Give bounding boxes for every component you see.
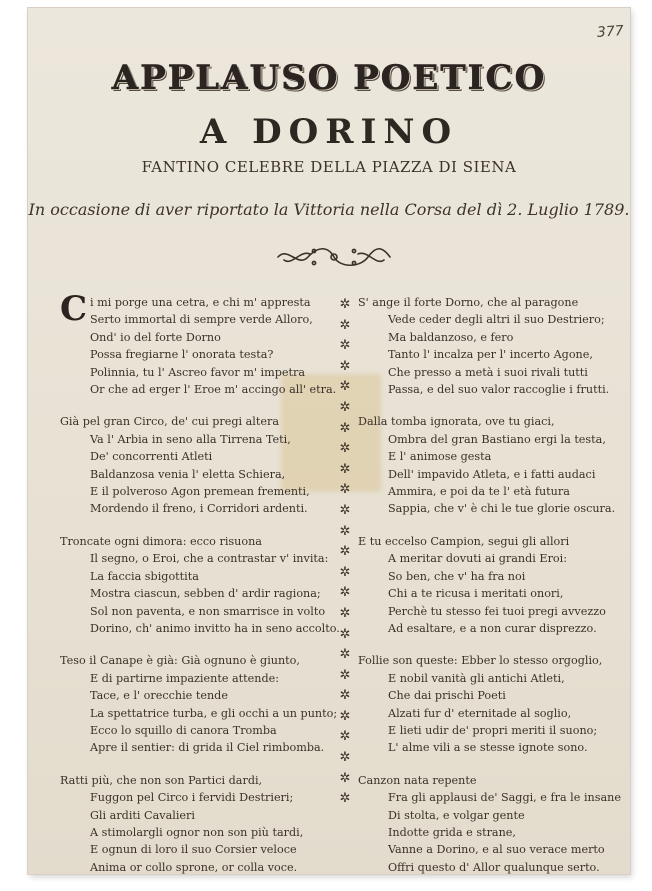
stanza <box>60 289 337 398</box>
divider-star-icon: ✲ <box>339 770 351 786</box>
verse-line: Fra gli applausi de' Saggi, e fra le insane <box>388 791 621 805</box>
stanza <box>60 413 328 517</box>
verse-line: Sol non paventa, e non smarrisce in volto <box>90 604 326 618</box>
divider-star-icon: ✲ <box>339 441 351 457</box>
verse-line: Ammira, e poi da te l' età futura <box>388 485 570 499</box>
divider-star-icon: ✲ <box>339 544 351 560</box>
verse-line: E tu eccelso Campion, segui gli allori <box>358 534 570 548</box>
verse-line: Apre il sentier: di grida il Ciel rimbomba. <box>90 741 325 755</box>
verse-line: Fuggon pel Circo i fervidi Destrieri; <box>90 791 294 805</box>
divider-star-icon: ✲ <box>339 523 351 539</box>
left-column <box>60 289 340 891</box>
verse-line: L' alme vili a se stesse ignote sono. <box>388 741 588 755</box>
verse-line: Di stolta, e volgar gente <box>388 808 525 822</box>
divider-star-icon: ✲ <box>339 750 351 766</box>
verse-line: A stimolargli ognor non son più tardi, <box>90 825 304 839</box>
stanza <box>358 413 616 517</box>
verse-line: Ond' io del forte Dorno <box>90 330 221 344</box>
verse-line: Follie son queste: Ebber lo stesso orgoglio, <box>358 654 603 668</box>
document-sheet <box>28 8 630 874</box>
title-applauso: APPLAUSO POETICO <box>111 58 547 98</box>
divider-star-icon: ✲ <box>339 297 351 312</box>
verse-line: Ratti più, che non son Partici dardi, <box>60 773 263 787</box>
verse-line: Vede ceder degli altri il suo Destriero; <box>388 313 605 327</box>
verse-line: De' concorrenti Atleti <box>90 450 213 464</box>
verse-line: E ognun di loro il suo Corsier veloce <box>90 843 297 857</box>
verse-line: Mostra ciascun, sebben d' ardir ragiona; <box>90 587 321 601</box>
verse-line: Or che ad erger l' Eroe m' accingo all' etra. <box>90 383 337 397</box>
verse-line: Possa fregiarne l' onorata testa? <box>90 348 274 362</box>
verse-line: Ecco lo squillo di canora Tromba <box>90 723 277 737</box>
stanza <box>358 533 608 637</box>
divider-star-icon: ✲ <box>339 502 351 518</box>
verse-line: Dell' impavido Atleta, e i fatti audaci <box>388 467 596 481</box>
verse-line: Chi a te ricusa i meritati onori, <box>388 587 564 601</box>
verse-line: Sappia, che v' è chi le tue glorie oscura. <box>388 502 616 516</box>
subtitle: FANTINO CELEBRE DELLA PIAZZA DI SIENA <box>141 158 517 176</box>
divider-star-icon: ✲ <box>339 564 351 580</box>
verse-line: Tace, e l' orecchie tende <box>90 689 228 703</box>
column-divider <box>338 295 352 810</box>
drop-cap: C <box>60 289 88 329</box>
divider-star-icon: ✲ <box>339 667 351 683</box>
verse-line: Gli arditi Cavalieri <box>90 808 195 822</box>
verse-line: Indotte grida e strane, <box>388 825 516 839</box>
folio-number: 377 <box>596 23 625 41</box>
verse-line: Il segno, o Eroi, che a contrastar v' invita: <box>90 552 329 566</box>
verse-line: E lieti udir de' propri meriti il suono; <box>388 723 598 737</box>
verse-line: Passa, e del suo valor raccoglie i frutti. <box>388 383 610 397</box>
verse-line: La faccia sbigottita <box>90 569 199 583</box>
divider-star-icon: ✲ <box>339 358 351 374</box>
verse-line: So ben, che v' ha fra noi <box>388 569 526 583</box>
divider-star-icon: ✲ <box>339 729 351 745</box>
verse-line: E nobil vanità gli antichi Atleti, <box>388 671 565 685</box>
verse-line: Ma baldanzoso, e fero <box>388 330 514 344</box>
verse-line: A meritar dovuti ai grandi Eroi: <box>388 552 567 566</box>
divider-star-icon: ✲ <box>339 338 351 354</box>
divider-star-icon: ✲ <box>339 482 351 498</box>
verse-line: Ombra del gran Bastiano ergi la testa, <box>388 432 606 446</box>
verse-line: E di partirne impaziente attende: <box>90 671 280 685</box>
verse-line: Serto immortal di sempre verde Alloro, <box>90 313 313 327</box>
verse-line: Mordendo il freno, i Corridori ardenti. <box>90 502 308 516</box>
divider-star-icon: ✲ <box>339 708 351 724</box>
verse-line: Troncate ogni dimora: ecco risuona <box>60 534 262 548</box>
verse-line: Dorino, ch' animo invitto ha in seno accolto. <box>90 621 340 635</box>
occasion-line: In occasione di aver riportato la Vittoria nella Corsa del dì 2. Luglio 1789. <box>28 200 630 219</box>
verse-line: Va l' Arbia in seno alla Tirrena Teti, <box>90 432 291 446</box>
verse-line: Ad esaltare, e a non curar disprezzo. <box>388 621 597 635</box>
verse-line: Baldanzosa venia l' eletta Schiera, <box>90 467 286 481</box>
divider-star-icon: ✲ <box>339 791 351 807</box>
verse-line: Alzati fur d' eternitade al soglio, <box>388 706 572 720</box>
right-column <box>358 294 621 891</box>
stanza <box>358 652 608 756</box>
divider-star-icon: ✲ <box>339 585 351 601</box>
divider-star-icon: ✲ <box>339 461 351 477</box>
verse-line: Perchè tu stesso fei tuoi pregi avvezzo <box>388 604 606 618</box>
divider-star-icon: ✲ <box>339 317 351 333</box>
verse-line: Vanne a Dorino, e al suo verace merto <box>388 843 605 857</box>
stanza <box>60 772 328 876</box>
verse-line: i mi porge una cetra, e chi m' appresta <box>90 296 311 309</box>
stanza <box>60 652 338 756</box>
verse-line: Dalla tomba ignorata, ove tu giaci, <box>358 415 555 429</box>
title-dorino: A DORINO <box>199 112 459 152</box>
stanza <box>358 772 621 876</box>
divider-star-icon: ✲ <box>339 626 351 642</box>
verse-line: Polinnia, tu l' Ascreo favor m' impetra <box>90 365 306 379</box>
divider-star-icon: ✲ <box>339 420 351 436</box>
verse-line: S' ange il forte Dorno, che al paragone <box>358 296 579 309</box>
stanza <box>60 533 340 637</box>
divider-star-icon: ✲ <box>339 399 351 415</box>
verse-line: E il polveroso Agon premean frementi, <box>90 485 310 499</box>
verse-line: Che presso a metà i suoi rivali tutti <box>388 365 588 379</box>
verse-line: Che dai prischi Poeti <box>388 689 506 703</box>
verse-line: Tanto l' incalza per l' incerto Agone, <box>388 348 593 362</box>
verse-line: Canzon nata repente <box>358 773 477 787</box>
verse-line: La spettatrice turba, e gli occhi a un punto; <box>90 706 338 720</box>
verse-line: Anima or collo sprone, or colla voce. <box>90 860 298 874</box>
divider-star-icon: ✲ <box>339 605 351 621</box>
ornament-flourish <box>274 242 394 272</box>
verse-line: Offri questo d' Allor qualunque serto. <box>388 860 600 874</box>
verse-line: Già pel gran Circo, de' cui pregi altera <box>60 415 280 429</box>
verse-line: Teso il Canape è già: Già ognuno è giunto, <box>60 654 300 668</box>
divider-star-icon: ✲ <box>339 379 351 395</box>
divider-star-icon: ✲ <box>339 647 351 663</box>
divider-star-icon: ✲ <box>339 688 351 704</box>
stanza <box>358 294 608 398</box>
verse-line: E l' animose gesta <box>388 450 492 464</box>
